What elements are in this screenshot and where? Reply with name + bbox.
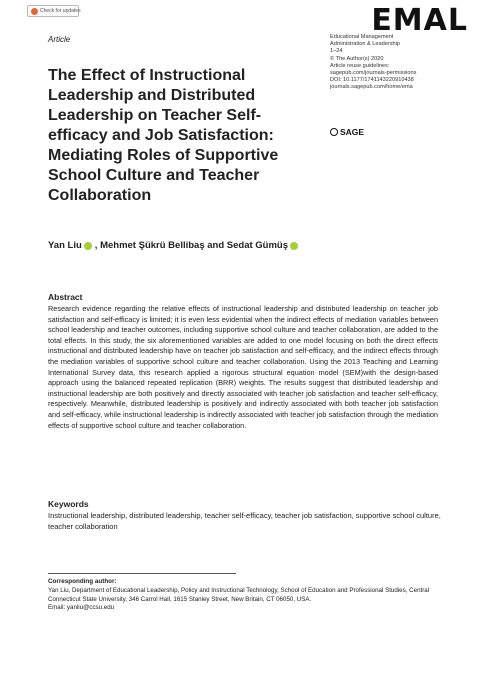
orcid-icon[interactable] <box>84 242 92 250</box>
publisher-name: SAGE <box>340 127 365 137</box>
author-rest: , Mehmet Şükrü Bellibaş and Sedat Gümüş <box>94 240 289 251</box>
journal-info <box>330 34 470 92</box>
keywords-heading: Keywords <box>48 499 89 509</box>
journal-logo: EMAL <box>371 3 468 38</box>
abstract-text: Research evidence regarding the relative effects of instructional leadership and distributed leadership on teacher job satisfaction and self-efficacy is limited; it is even less evidential when the indirect effects of mediation variables between school leadership and teacher outcomes, including supportive school culture and teacher collaboration, are added to the total effects. In this study, the six aforementioned variables are added to one model focusing on both the direct effects instructional and distributed leadership have on teacher job satisfaction and self-efficacy, and the indirect effects through the mediation variables of supportive school culture and teacher collaboration. Using the 2013 Teaching and Learning International Survey data, this research applied a rigorous structural equation model (SEM)with the design-based approach using the balanced repeated replication (BRR) weights. The results suggest that distributed leadership and instructional leadership are both positively and directly associated with teacher job satisfaction and teacher self-efficacy, respectively. Meanwhile, distributed leadership is positively and indirectly associated with both teacher job satisfaction and self-efficacy, while instructional leadership is indirectly associated with teacher job satisfaction through the mediation effects of supportive school culture and teacher collaboration. <box>48 304 438 430</box>
footnote-divider <box>48 573 236 574</box>
corresponding-author-heading: Corresponding author: <box>48 578 117 585</box>
sage-icon <box>330 128 338 136</box>
corresponding-author-address: Yan Liu, Department of Educational Leadership, Policy and Instructional Technology, School of Education and Professional Studies, Central Connecticut State University, 346 Carrol Hall, 1615 Stanley Street, New Britain, CT 06050, USA. <box>48 587 430 603</box>
permissions-link[interactable]: sagepub.com/journals-permissions <box>330 70 417 77</box>
article-type-label: Article <box>48 35 71 44</box>
author-first: Yan Liu <box>48 240 82 251</box>
reuse-guidelines-label: Article reuse guidelines: <box>330 62 390 69</box>
publisher-logo <box>330 127 364 137</box>
journal-home-link[interactable]: journals.sagepub.com/home/ema <box>330 84 413 91</box>
page-range: 1–24 <box>330 48 343 55</box>
copyright: © The Author(s) 2020 <box>330 55 384 62</box>
abstract-heading: Abstract <box>48 292 83 302</box>
check-for-updates-label: Check for updates <box>40 8 81 14</box>
journal-name-line-1: Educational Management <box>330 34 394 40</box>
journal-name-line-2: Administration & Leadership <box>330 41 400 48</box>
orcid-icon[interactable] <box>290 242 298 250</box>
crossmark-icon <box>31 8 38 15</box>
check-for-updates-badge[interactable] <box>27 5 79 17</box>
doi[interactable]: DOI: 10.1177/1741143220910438 <box>330 77 414 84</box>
keywords-text: Instructional leadership, distributed leadership, teacher self-efficacy, teacher job satisfaction, supportive school culture, teacher collaboration <box>48 511 441 531</box>
article-title: The Effect of Instructional Leadership and Distributed Leadership on Teacher Self-efficacy and Job Satisfaction: Mediating Roles of Supportive School Culture and Teacher Collaboration <box>48 67 279 204</box>
author-list <box>48 240 301 251</box>
corresponding-author-email[interactable]: Email: yanliu@ccsu.edu <box>48 604 115 612</box>
corresponding-author-details <box>48 587 448 613</box>
